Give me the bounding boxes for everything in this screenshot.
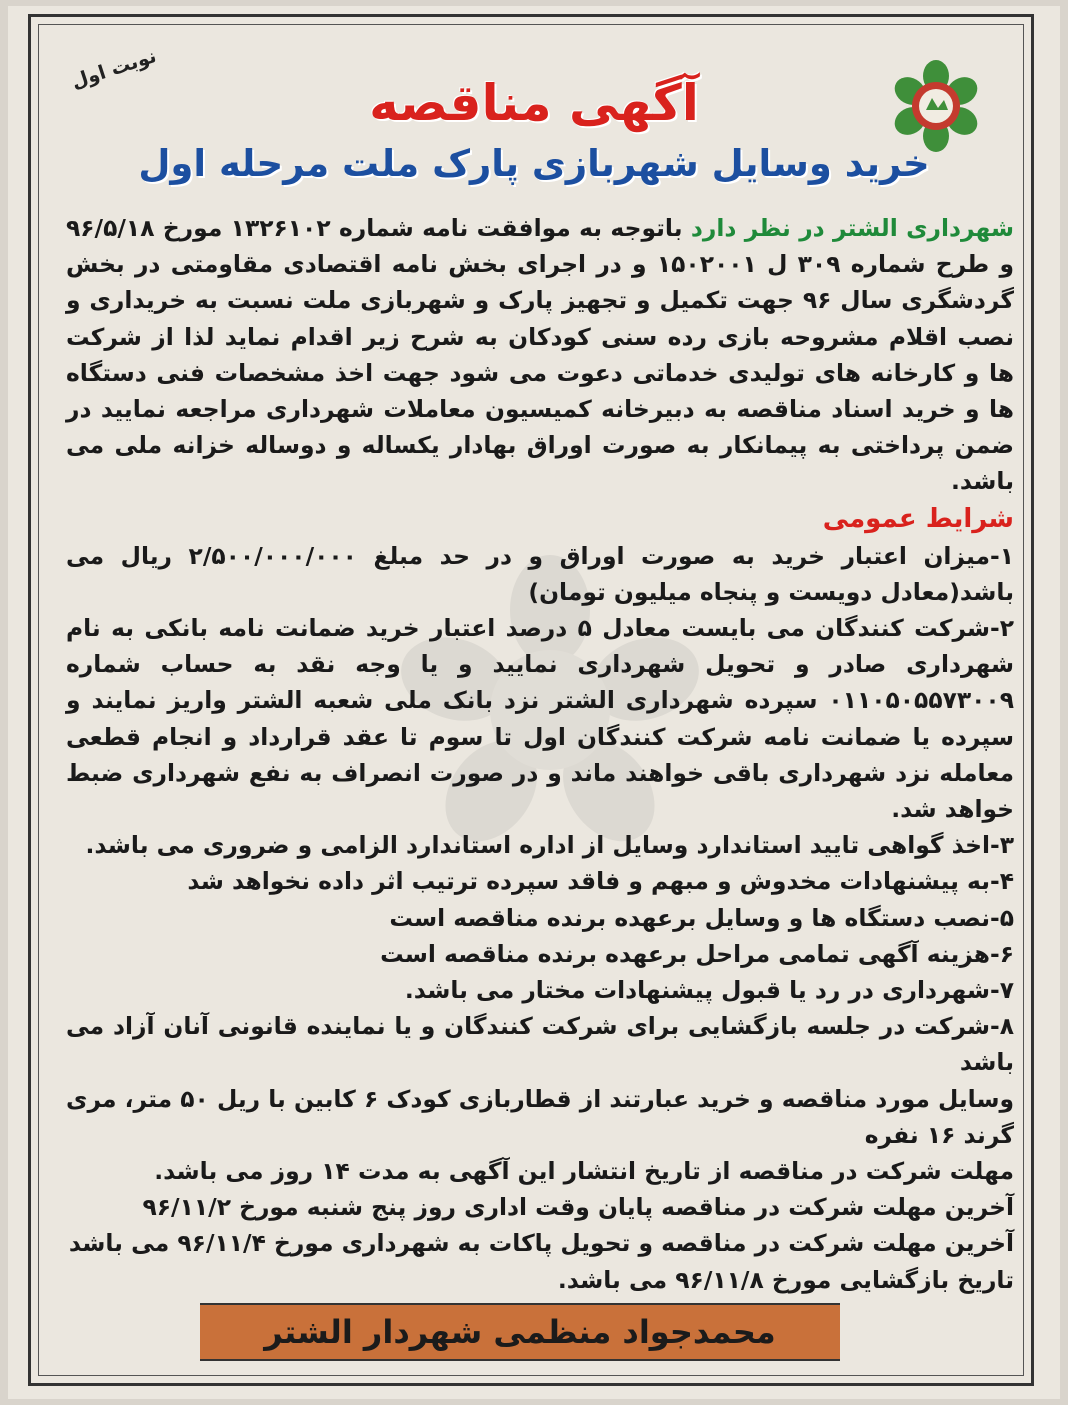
publication-round-badge: نوبت اول <box>68 44 159 94</box>
items-description: وسایل مورد مناقصه و خرید عبارتند از قطاربازی کودک ۶ کابین با ریل ۵۰ متر، مری گرند ۱۶ نفره <box>66 1084 1014 1149</box>
signature-bar <box>200 1303 840 1361</box>
intro-text: باتوجه به موافقت نامه شماره ۱۳۲۶۱۰۲ مورخ ۹۶/۵/۱۸ و طرح شماره ۳۰۹ ل ۱۵۰۲۰۰۱ و در اجرای بخش نامه اقتصادی مقاومتی در بخش گردشگری سال ۹۶ جهت تکمیل و تجهیز پارک و شهربازی ملت نسبت به خریداری و نصب اقلام مشروحه بازی رده سنی کودکان به شرح زیر اقدام نماید لذا از شرکت ها و کارخانه های تولیدی خدماتی دعوت می شود جهت اخذ مشخصات فنی دستگاه ها و خرید اسناد مناقصه به دبیرخانه کمیسیون معاملات شهرداری مراجعه نمایید در ضمن پرداختی به پیمانکار به صورت اوراق بهادار یکساله و دوساله خزانه ملی می باشد. <box>66 214 1014 496</box>
condition-item: ۶-هزینه آگهی تمامی مراحل برعهده برنده مناقصه است <box>380 939 1014 968</box>
page-title: آگهی مناقصه <box>369 74 699 132</box>
condition-item: ۴-به پیشنهادات مخدوش و مبهم و فاقد سپرده ترتیب اثر داده نخواهد شد <box>187 867 1014 896</box>
page-subtitle: خرید وسایل شهربازی پارک ملت مرحله اول <box>138 142 930 185</box>
intro-lead: شهرداری الشتر در نظر دارد <box>690 214 1015 242</box>
participation-period: مهلت شرکت در مناقصه از تاریخ انتشار این آگهی به مدت ۱۴ روز می باشد. <box>154 1157 1014 1186</box>
condition-item: ۸-شرکت در جلسه بازگشایی برای شرکت کنندگان و یا نماینده قانونی آنان آزاد می باشد <box>66 1012 1014 1077</box>
deadline-text: آخرین مهلت شرکت در مناقصه پایان وقت اداری روز پنج شنبه مورخ ۹۶/۱۱/۲ <box>142 1193 1014 1222</box>
condition-item: ۵-نصب دستگاه ها و وسایل برعهده برنده مناقصه است <box>389 903 1014 932</box>
intro-paragraph <box>66 210 1014 500</box>
condition-item: ۱-میزان اعتبار خرید به صورت اوراق و در حد مبلغ ۲/۵۰۰/۰۰۰/۰۰۰ ریال می باشد(معادل دویست و پنجاه میلیون تومان) <box>66 541 1014 606</box>
opening-date-text: تاریخ بازگشایی مورخ ۹۶/۱۱/۸ می باشد. <box>557 1265 1014 1294</box>
envelope-deadline-text: آخرین مهلت شرکت در مناقصه و تحویل پاکات به شهرداری مورخ ۹۶/۱۱/۴ می باشد <box>68 1229 1014 1258</box>
conditions-title: شرایط عمومی <box>822 503 1014 534</box>
condition-item: ۲-شرکت کنندگان می بایست معادل ۵ درصد اعتبار خرید ضمانت نامه بانکی به نام شهرداری صادر و تحویل شهرداری نمایید و یا وجه نقد به حساب شماره ۰۱۱۰۵۰۵۵۷۳۰۰۹ سپرده شهرداری الشتر نزد بانک ملی شعبه الشتر واریز نمایند و سپرده یا ضمانت نامه شرکت کنندگان اول تا سوم تا عقد قرارداد و انجام قطعی معامله نزد شهرداری باقی خواهند ماند و در صورت انصراف به نفع شهرداری ضبط خواهد شد. <box>66 614 1014 824</box>
announcement-body <box>66 210 1014 1298</box>
condition-item: ۳-اخذ گواهی تایید استاندارد وسایل از اداره استاندارد الزامی و ضروری می باشد. <box>85 831 1014 860</box>
signature-text: محمدجواد منظمی شهردار الشتر <box>264 1313 776 1351</box>
condition-item: ۷-شهرداری در رد یا قبول پیشنهادات مختار می باشد. <box>404 976 1014 1005</box>
